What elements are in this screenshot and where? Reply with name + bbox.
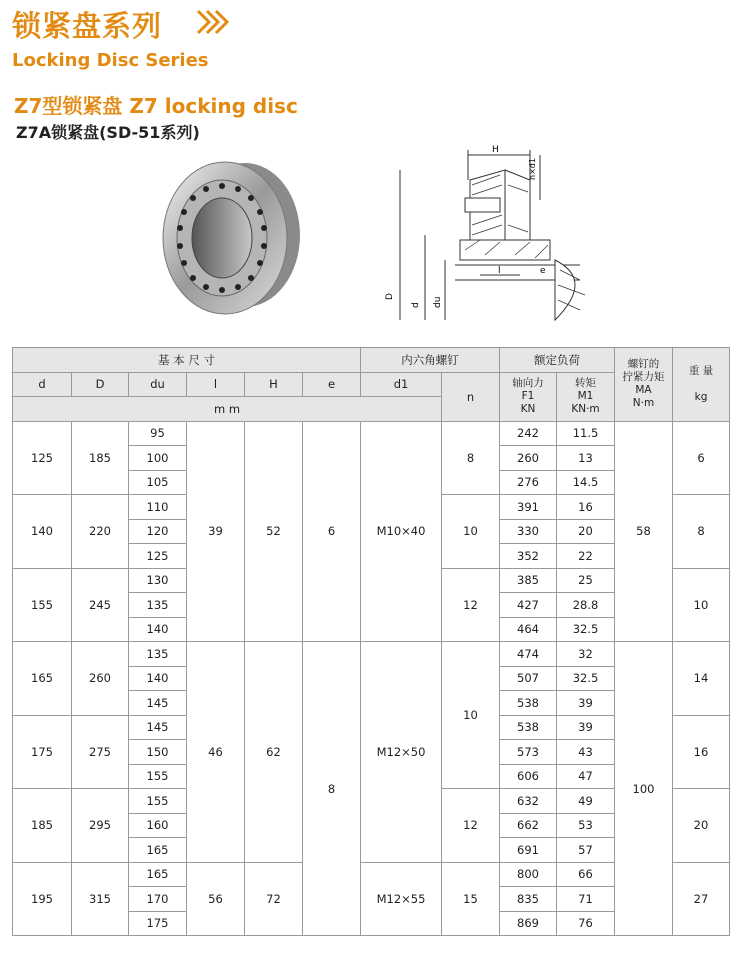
cell-d: 155	[13, 568, 72, 642]
cell-m1: 16	[557, 495, 615, 520]
cell-f1: 474	[500, 642, 557, 667]
cell-m1: 32.5	[557, 666, 615, 691]
cell-f1: 691	[500, 838, 557, 863]
cell-m1: 39	[557, 691, 615, 716]
cell-n: 10	[442, 642, 500, 789]
cell-du: 140	[129, 617, 187, 642]
cell-m1: 20	[557, 519, 615, 544]
cell-f1: 276	[500, 470, 557, 495]
cell-du: 145	[129, 715, 187, 740]
cell-m1: 14.5	[557, 470, 615, 495]
cell-weight: 8	[673, 495, 730, 569]
cell-weight: 16	[673, 715, 730, 789]
label-l: l	[498, 266, 501, 276]
technical-drawing	[380, 140, 600, 330]
label-D: D	[385, 293, 395, 300]
cell-ma: 100	[615, 642, 673, 936]
cell-d: 175	[13, 715, 72, 789]
cell-D: 185	[72, 421, 129, 495]
cell-D: 220	[72, 495, 129, 569]
cell-n: 8	[442, 421, 500, 495]
col-f1: 轴向力 F1 KN	[500, 372, 557, 421]
cell-f1: 464	[500, 617, 557, 642]
cell-du: 150	[129, 740, 187, 765]
series-title-en: Locking Disc Series	[12, 50, 209, 71]
cell-weight: 10	[673, 568, 730, 642]
cell-f1: 869	[500, 911, 557, 936]
cell-du: 140	[129, 666, 187, 691]
cell-m1: 49	[557, 789, 615, 814]
cell-d: 165	[13, 642, 72, 716]
cell-du: 95	[129, 421, 187, 446]
cell-m1: 32	[557, 642, 615, 667]
cell-du: 135	[129, 593, 187, 618]
cell-e: 8	[303, 642, 361, 936]
cell-D: 260	[72, 642, 129, 716]
col-H: H	[245, 372, 303, 397]
label-e: e	[540, 266, 546, 276]
cell-H: 52	[245, 421, 303, 642]
cell-du: 110	[129, 495, 187, 520]
cell-f1: 606	[500, 764, 557, 789]
label-du: du	[433, 296, 443, 308]
group-basic-dims: 基 本 尺 寸	[13, 348, 361, 373]
cell-D: 295	[72, 789, 129, 863]
cell-du: 165	[129, 838, 187, 863]
table-row	[13, 421, 730, 446]
cell-m1: 71	[557, 887, 615, 912]
cell-m1: 11.5	[557, 421, 615, 446]
model-title: Z7A锁紧盘(SD-51系列)	[16, 123, 200, 142]
cell-l: 56	[187, 862, 245, 936]
cell-m1: 39	[557, 715, 615, 740]
cell-du: 100	[129, 446, 187, 471]
cell-d1: M12×50	[361, 642, 442, 863]
cell-d1: M10×40	[361, 421, 442, 642]
spec-table-body	[13, 421, 730, 936]
cell-f1: 352	[500, 544, 557, 569]
cell-f1: 391	[500, 495, 557, 520]
cell-d: 195	[13, 862, 72, 936]
table-row	[13, 642, 730, 667]
col-weight: 重 量 kg	[673, 348, 730, 422]
cell-du: 105	[129, 470, 187, 495]
col-n: n	[442, 372, 500, 421]
cell-m1: 25	[557, 568, 615, 593]
label-nxd1: n×d1	[528, 158, 537, 180]
cell-m1: 28.8	[557, 593, 615, 618]
cell-m1: 57	[557, 838, 615, 863]
cell-f1: 507	[500, 666, 557, 691]
cell-ma: 58	[615, 421, 673, 642]
cell-H: 62	[245, 642, 303, 863]
chevron-right-icon	[196, 8, 232, 36]
col-d: d	[13, 372, 72, 397]
cell-m1: 66	[557, 862, 615, 887]
col-du: du	[129, 372, 187, 397]
cell-f1: 835	[500, 887, 557, 912]
series-title-cn: 锁紧盘系列	[12, 9, 163, 43]
cell-n: 10	[442, 495, 500, 569]
cell-f1: 242	[500, 421, 557, 446]
cell-du: 135	[129, 642, 187, 667]
cell-d: 140	[13, 495, 72, 569]
cell-du: 125	[129, 544, 187, 569]
cell-f1: 260	[500, 446, 557, 471]
cell-D: 275	[72, 715, 129, 789]
cell-du: 175	[129, 911, 187, 936]
cell-du: 170	[129, 887, 187, 912]
cell-du: 120	[129, 519, 187, 544]
cell-n: 15	[442, 862, 500, 936]
cell-e: 6	[303, 421, 361, 642]
cell-weight: 14	[673, 642, 730, 716]
product-subtitle: Z7型锁紧盘 Z7 locking disc	[14, 94, 298, 118]
col-D: D	[72, 372, 129, 397]
cell-D: 315	[72, 862, 129, 936]
cell-f1: 573	[500, 740, 557, 765]
group-rated-load: 额定负荷	[500, 348, 615, 373]
cell-d1: M12×55	[361, 862, 442, 936]
locking-disc-photo	[150, 150, 310, 330]
cell-m1: 22	[557, 544, 615, 569]
cell-weight: 6	[673, 421, 730, 495]
cell-H: 72	[245, 862, 303, 936]
cell-m1: 76	[557, 911, 615, 936]
cell-du: 165	[129, 862, 187, 887]
cell-du: 155	[129, 789, 187, 814]
col-d1: d1	[361, 372, 442, 397]
cell-f1: 632	[500, 789, 557, 814]
cell-weight: 27	[673, 862, 730, 936]
cell-d: 185	[13, 789, 72, 863]
col-ma: 螺钉的 拧紧力矩 MA N·m	[615, 348, 673, 422]
cell-l: 46	[187, 642, 245, 863]
cell-D: 245	[72, 568, 129, 642]
cell-m1: 43	[557, 740, 615, 765]
cell-n: 12	[442, 568, 500, 642]
cell-n: 12	[442, 789, 500, 863]
cell-du: 130	[129, 568, 187, 593]
label-H: H	[492, 145, 499, 155]
cell-du: 155	[129, 764, 187, 789]
cell-m1: 32.5	[557, 617, 615, 642]
cell-l: 39	[187, 421, 245, 642]
cell-f1: 385	[500, 568, 557, 593]
cell-m1: 53	[557, 813, 615, 838]
cell-f1: 538	[500, 715, 557, 740]
col-l: l	[187, 372, 245, 397]
cell-f1: 330	[500, 519, 557, 544]
cell-m1: 47	[557, 764, 615, 789]
cell-f1: 427	[500, 593, 557, 618]
unit-mm: m m	[13, 397, 442, 422]
cell-f1: 800	[500, 862, 557, 887]
group-bolt: 内六角螺钉	[361, 348, 500, 373]
cell-du: 160	[129, 813, 187, 838]
cell-weight: 20	[673, 789, 730, 863]
cell-f1: 538	[500, 691, 557, 716]
cell-d: 125	[13, 421, 72, 495]
cell-f1: 662	[500, 813, 557, 838]
col-e: e	[303, 372, 361, 397]
col-m1: 转矩 M1 KN·m	[557, 372, 615, 421]
cell-du: 145	[129, 691, 187, 716]
label-d: d	[411, 302, 421, 308]
spec-table	[12, 347, 730, 936]
cell-m1: 13	[557, 446, 615, 471]
